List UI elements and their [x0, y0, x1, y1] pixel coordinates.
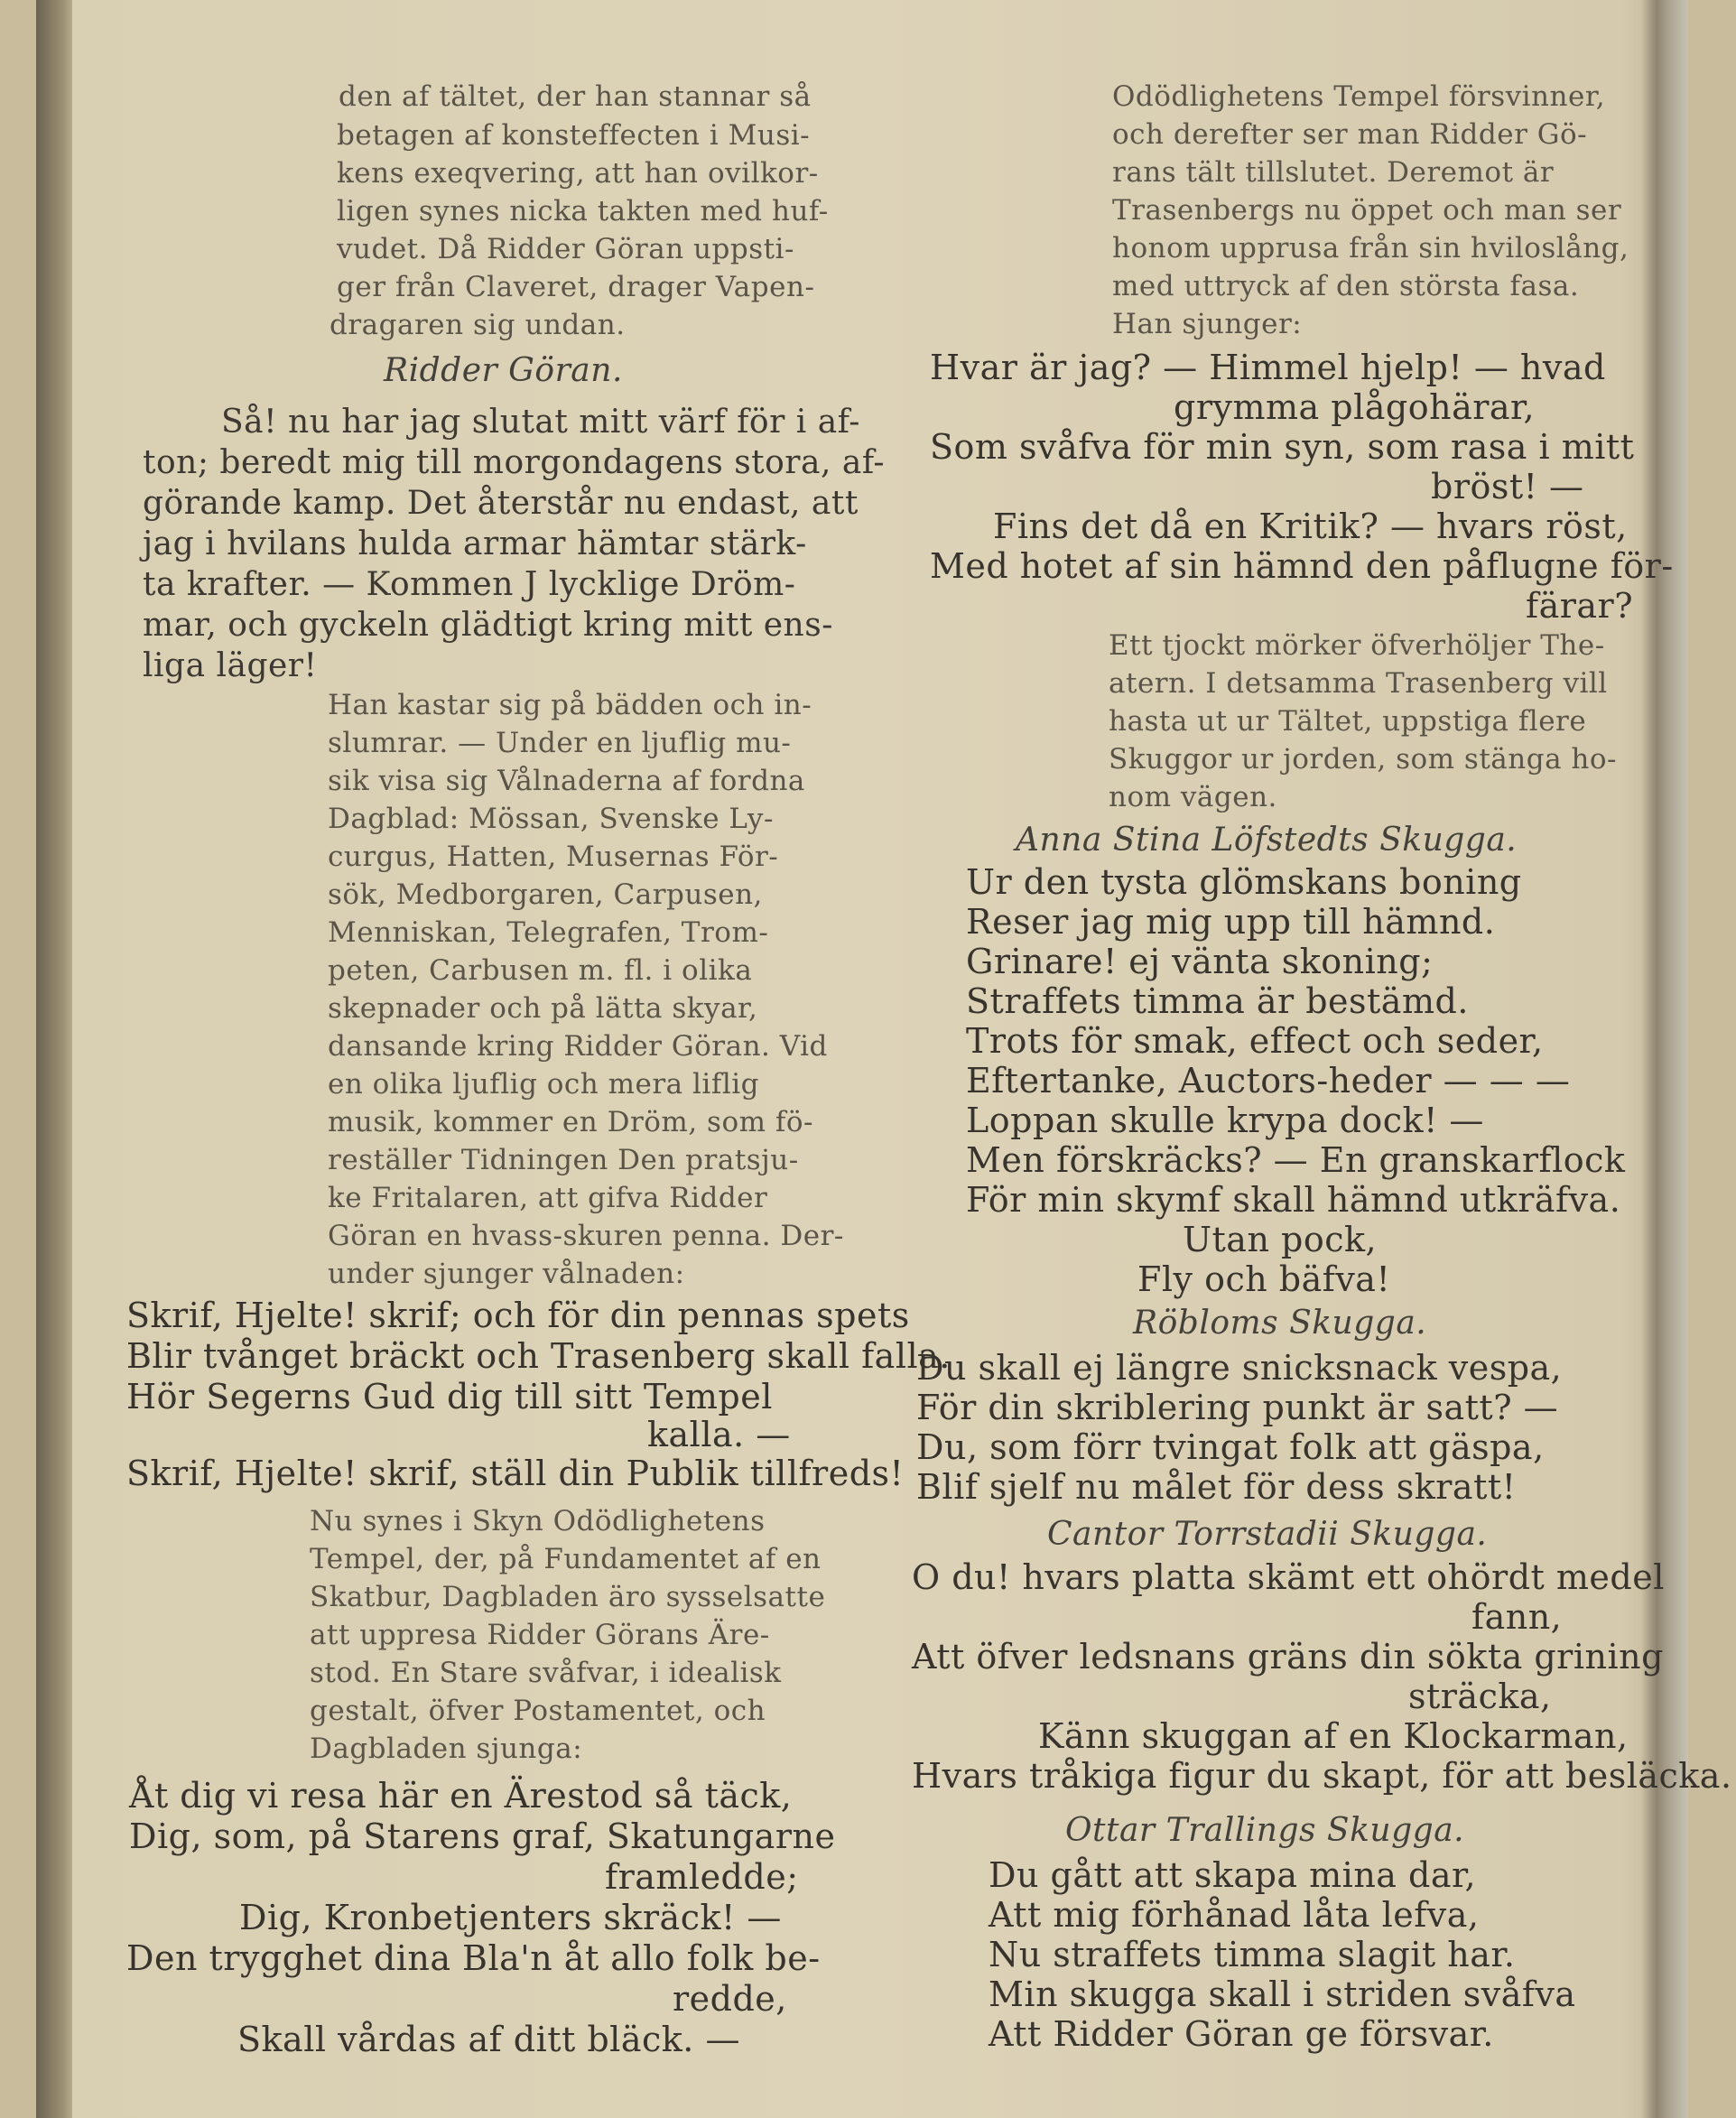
stage-direction-line: ligen synes nicka takten med huf- [337, 195, 829, 228]
verse-line: Att mig förhånad låta lefva, [989, 1895, 1480, 1935]
stage-direction-line: atern. I detsamma Trasenberg vill [1109, 667, 1608, 700]
verse-line: redde, [673, 1979, 787, 2019]
speech-line: ta krafter. — Kommen J lycklige Dröm- [143, 566, 796, 603]
verse-line: Du gått att skapa mina dar, [989, 1855, 1477, 1895]
verse-line: Fins det då en Kritik? — hvars röst, [993, 506, 1628, 546]
verse-line: Ur den tysta glömskans boning [966, 862, 1522, 902]
stage-direction-line: honom upprusa från sin hviloslång, [1112, 232, 1629, 265]
stage-direction-line: Trasenbergs nu öppet och man ser [1112, 194, 1622, 227]
verse-line: O du! hvars platta skämt ett ohördt medel [912, 1557, 1665, 1597]
verse-line: Dig, Kronbetjenters skräck! — [239, 1898, 782, 1937]
stage-direction-line: med uttryck af den största fasa. [1112, 270, 1580, 302]
left-column [122, 0, 951, 2118]
speaker-heading: Anna Stina Löfstedts Skugga. [1016, 822, 1518, 859]
stage-direction-line: gestalt, öfver Postamentet, och [310, 1695, 766, 1727]
verse-line: Nu straffets timma slagit har. [989, 1935, 1516, 1974]
verse-line: sträcka, [1408, 1677, 1552, 1716]
stage-direction-line: Skatbur, Dagbladen äro sysselsatte [310, 1581, 826, 1613]
verse-line: För min skymf skall hämnd utkräfva. [966, 1180, 1621, 1220]
stage-direction-line: och derefter ser man Ridder Gö- [1112, 118, 1588, 151]
stage-direction-line: Nu synes i Skyn Odödlighetens [310, 1505, 766, 1537]
stage-direction-line: ke Fritalaren, att gifva Ridder [328, 1182, 768, 1214]
verse-line: färar? [1526, 586, 1634, 626]
verse-line: Hvars tråkiga figur du skapt, för att besläcka. [912, 1756, 1732, 1796]
verse-line: Reser jag mig upp till hämnd. [966, 902, 1496, 942]
verse-line: Att Ridder Göran ge försvar. [989, 2014, 1494, 2054]
verse-line: fann, [1471, 1597, 1563, 1637]
speech-line: ton; beredt mig till morgondagens stora, af- [143, 444, 886, 481]
speech-line: jag i hvilans hulda armar hämtar stärk- [143, 525, 807, 562]
stage-direction-line: vudet. Då Ridder Göran uppsti- [337, 233, 794, 265]
speaker-heading: Röbloms Skugga. [1133, 1305, 1427, 1342]
stage-direction-line: hasta ut ur Tältet, uppstiga flere [1109, 705, 1587, 738]
stage-direction-line: sik visa sig Vålnaderna af fordna [328, 765, 805, 797]
verse-line: bröst! — [1431, 467, 1584, 506]
stage-direction-line: peten, Carbusen m. fl. i olika [328, 954, 753, 987]
stage-direction-line: ger från Claveret, drager Vapen- [337, 271, 815, 303]
stage-direction-line: rans tält tillslutet. Deremot är [1112, 156, 1555, 189]
stage-direction-line: Odödlighetens Tempel försvinner, [1112, 80, 1606, 113]
stage-direction-line: skepnader och på lätta skyar, [328, 992, 758, 1025]
speech-line: görande kamp. Det återstår nu endast, att [143, 485, 859, 522]
verse-line: Fly och bäfva! [1137, 1259, 1391, 1299]
verse-line: Den trygghet dina Bla'n åt allo folk be- [126, 1938, 821, 1978]
speaker-heading: Ottar Trallings Skugga. [1065, 1812, 1465, 1849]
verse-line: För din skriblering punkt är satt? — [916, 1388, 1559, 1427]
stage-direction-line: reställer Tidningen Den pratsju- [328, 1144, 799, 1176]
stage-direction-line: Ett tjockt mörker öfverhöljer The- [1109, 629, 1605, 662]
stage-direction-line: stod. En Stare svåfvar, i idealisk [310, 1657, 782, 1689]
stage-direction-line: Han kastar sig på bädden och in- [328, 689, 812, 721]
verse-line: Åt dig vi resa här en Ärestod så täck, [129, 1776, 793, 1816]
verse-line: Eftertanke, Auctors-heder — — — [966, 1061, 1571, 1101]
stage-direction-line: betagen af konsteffecten i Musi- [337, 119, 811, 152]
verse-line: Dig, som, på Starens graf, Skatungarne [129, 1816, 836, 1856]
stage-direction-line: dragaren sig undan. [330, 309, 626, 341]
speech-line: Så! nu har jag slutat mitt värf för i af- [221, 404, 860, 441]
speech-line: liga läger! [143, 647, 318, 684]
speaker-heading: Ridder Göran. [384, 352, 623, 389]
stage-direction-line: kens exeqvering, att han ovilkor- [337, 157, 819, 190]
verse-line: Skall vårdas af ditt bläck. — [237, 2020, 740, 2059]
verse-line: grymma plågohärar, [1174, 387, 1536, 427]
verse-line: Loppan skulle krypa dock! — [966, 1101, 1484, 1140]
stage-direction-line: Göran en hvass-skuren penna. Der- [328, 1220, 844, 1252]
stage-direction-line: att uppresa Ridder Görans Äre- [310, 1619, 770, 1651]
speaker-heading: Cantor Torrstadii Skugga. [1047, 1516, 1488, 1553]
verse-line: Med hotet af sin hämnd den påflugne för- [930, 546, 1674, 586]
verse-line: Skrif, Hjelte! skrif; och för din pennas spets [126, 1296, 910, 1335]
stage-direction-line: Han sjunger: [1112, 308, 1303, 340]
verse-line: Blif sjelf nu målet för dess skratt! [916, 1467, 1517, 1507]
verse-line: Min skugga skall i striden svåfva [989, 1974, 1576, 2014]
stage-direction-line: under sjunger vålnaden: [328, 1258, 685, 1290]
stage-direction-line: Dagblad: Mössan, Svenske Ly- [328, 803, 774, 835]
right-column [912, 0, 1732, 2118]
verse-line: Hör Segerns Gud dig till sitt Tempel [126, 1377, 773, 1417]
verse-line: Känn skuggan af en Klockarman, [1038, 1716, 1629, 1756]
verse-line: kalla. — [647, 1415, 791, 1454]
verse-line: Hvar är jag? — Himmel hjelp! — hvad [930, 348, 1606, 387]
stage-direction-line: Menniskan, Telegrafen, Trom- [328, 916, 769, 949]
stage-direction-line: Skuggor ur jorden, som stänga ho- [1109, 743, 1618, 776]
stage-direction-line: Tempel, der, på Fundamentet af en [310, 1543, 822, 1575]
speech-line: mar, och gyckeln glädtigt kring mitt ens- [143, 607, 833, 644]
verse-line: framledde; [605, 1857, 799, 1897]
verse-line: Du, som förr tvingat folk att gäspa, [916, 1427, 1545, 1467]
verse-line: Skrif, Hjelte! skrif, ställ din Publik tillfreds! [126, 1454, 905, 1493]
stage-direction-line: dansande kring Ridder Göran. Vid [328, 1030, 828, 1063]
verse-line: Straffets timma är bestämd. [966, 981, 1469, 1021]
stage-direction-line: den af tältet, der han stannar så [339, 80, 812, 113]
stage-direction-line: curgus, Hatten, Musernas För- [328, 841, 779, 873]
stage-direction-line: en olika ljuflig och mera liflig [328, 1068, 759, 1101]
stage-direction-line: sök, Medborgaren, Carpusen, [328, 878, 763, 911]
verse-line: Som svåfva för min syn, som rasa i mitt [930, 427, 1635, 467]
stage-direction-line: Dagbladen sjunga: [310, 1732, 583, 1765]
verse-line: Grinare! ej vänta skoning; [966, 942, 1434, 981]
verse-line: Blir tvånget bräckt och Trasenberg skall falla. [126, 1336, 951, 1376]
book-page [36, 0, 1732, 2118]
book-spine-shadow [36, 0, 72, 2118]
verse-line: Att öfver ledsnans gräns din sökta grining [912, 1637, 1664, 1677]
verse-line: Du skall ej längre snicksnack vespa, [916, 1348, 1563, 1388]
verse-line: Trots för smak, effect och seder, [966, 1021, 1544, 1061]
verse-line: Men förskräcks? — En granskarflock [966, 1140, 1626, 1180]
stage-direction-line: musik, kommer en Dröm, som fö- [328, 1106, 813, 1138]
stage-direction-line: nom vägen. [1109, 781, 1277, 813]
stage-direction-line: slumrar. — Under en ljuflig mu- [328, 727, 792, 759]
verse-line: Utan pock, [1183, 1220, 1378, 1259]
